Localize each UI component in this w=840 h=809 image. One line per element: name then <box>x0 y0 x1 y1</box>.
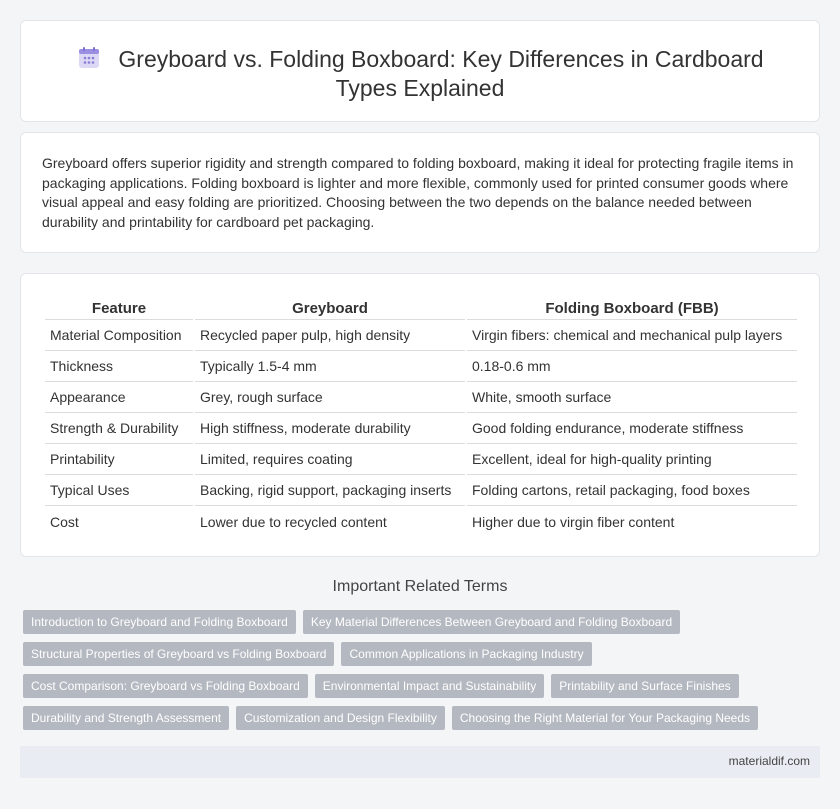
header-greyboard: Greyboard <box>195 296 465 320</box>
table-cell: Appearance <box>45 382 193 413</box>
intro-paragraph: Greyboard offers superior rigidity and strength compared to folding boxboard, making it ideal for protecting fragile items in packaging applications. Folding boxboard is lighter and more flexible, commonly used for printed consumer goods where visual appeal and easy folding are prioritized. Choosing between the two depends on the balance needed between durability and printability for cardboard pet packaging. <box>42 155 794 230</box>
page-title <box>21 45 819 103</box>
related-term-tag[interactable]: Common Applications in Packaging Industry <box>341 642 591 666</box>
related-term-tag[interactable]: Key Material Differences Between Greyboard and Folding Boxboard <box>303 610 680 634</box>
related-term-tag[interactable]: Introduction to Greyboard and Folding Boxboard <box>23 610 296 634</box>
footer <box>20 746 820 778</box>
table-cell: Higher due to virgin fiber content <box>472 513 675 530</box>
related-term-tag[interactable]: Cost Comparison: Greyboard vs Folding Boxboard <box>23 674 308 698</box>
table-row <box>45 444 797 475</box>
related-term-tag[interactable]: Printability and Surface Finishes <box>551 674 738 698</box>
tag-row <box>23 674 783 698</box>
related-term-tag[interactable]: Structural Properties of Greyboard vs Folding Boxboard <box>23 642 334 666</box>
table-row <box>45 351 797 382</box>
header-feature: Feature <box>45 296 193 320</box>
related-term-tag[interactable]: Customization and Design Flexibility <box>236 706 445 730</box>
footer-site-link[interactable]: materialdif.com <box>728 754 810 768</box>
table-cell: Backing, rigid support, packaging inserts <box>195 475 465 506</box>
table-cell: Good folding endurance, moderate stiffness <box>467 413 797 444</box>
table-cell: Virgin fibers: chemical and mechanical pulp layers <box>467 320 797 351</box>
related-term-tag[interactable]: Choosing the Right Material for Your Packaging Needs <box>452 706 758 730</box>
table-cell: White, smooth surface <box>467 382 797 413</box>
table-cell: Cost <box>50 513 79 530</box>
table-cell: Printability <box>45 444 193 475</box>
table-cell: Typical Uses <box>45 475 193 506</box>
intro-card <box>20 132 820 253</box>
table-cell: Limited, requires coating <box>195 444 465 475</box>
table-cell: Grey, rough surface <box>195 382 465 413</box>
table-row <box>45 320 797 351</box>
table-cell: Material Composition <box>45 320 193 351</box>
related-terms-list <box>23 610 783 738</box>
comparison-table-card <box>20 273 820 557</box>
table-row <box>45 382 797 413</box>
related-term-tag[interactable]: Environmental Impact and Sustainability <box>315 674 544 698</box>
table-cell: Typically 1.5-4 mm <box>195 351 465 382</box>
comparison-table <box>43 296 799 537</box>
table-row <box>45 506 797 537</box>
table-row <box>45 475 797 506</box>
table-cell: Excellent, ideal for high-quality printing <box>467 444 797 475</box>
table-row <box>45 413 797 444</box>
table-cell: Thickness <box>45 351 193 382</box>
header-fbb: Folding Boxboard (FBB) <box>467 296 797 320</box>
tag-row <box>23 610 783 634</box>
table-cell: Recycled paper pulp, high density <box>195 320 465 351</box>
table-cell: Strength & Durability <box>45 413 193 444</box>
calendar-grid-icon <box>76 45 102 71</box>
related-term-tag[interactable]: Durability and Strength Assessment <box>23 706 229 730</box>
title-card <box>20 20 820 122</box>
table-cell: Lower due to recycled content <box>200 513 387 530</box>
tag-row <box>23 706 783 730</box>
table-cell: High stiffness, moderate durability <box>195 413 465 444</box>
table-cell: Folding cartons, retail packaging, food boxes <box>467 475 797 506</box>
table-header-row <box>45 296 797 320</box>
tag-row <box>23 642 783 666</box>
page-title-text: Greyboard vs. Folding Boxboard: Key Differences in Cardboard Types Explained <box>118 46 764 101</box>
table-cell: 0.18-0.6 mm <box>467 351 797 382</box>
related-terms-title: Important Related Terms <box>332 578 508 595</box>
